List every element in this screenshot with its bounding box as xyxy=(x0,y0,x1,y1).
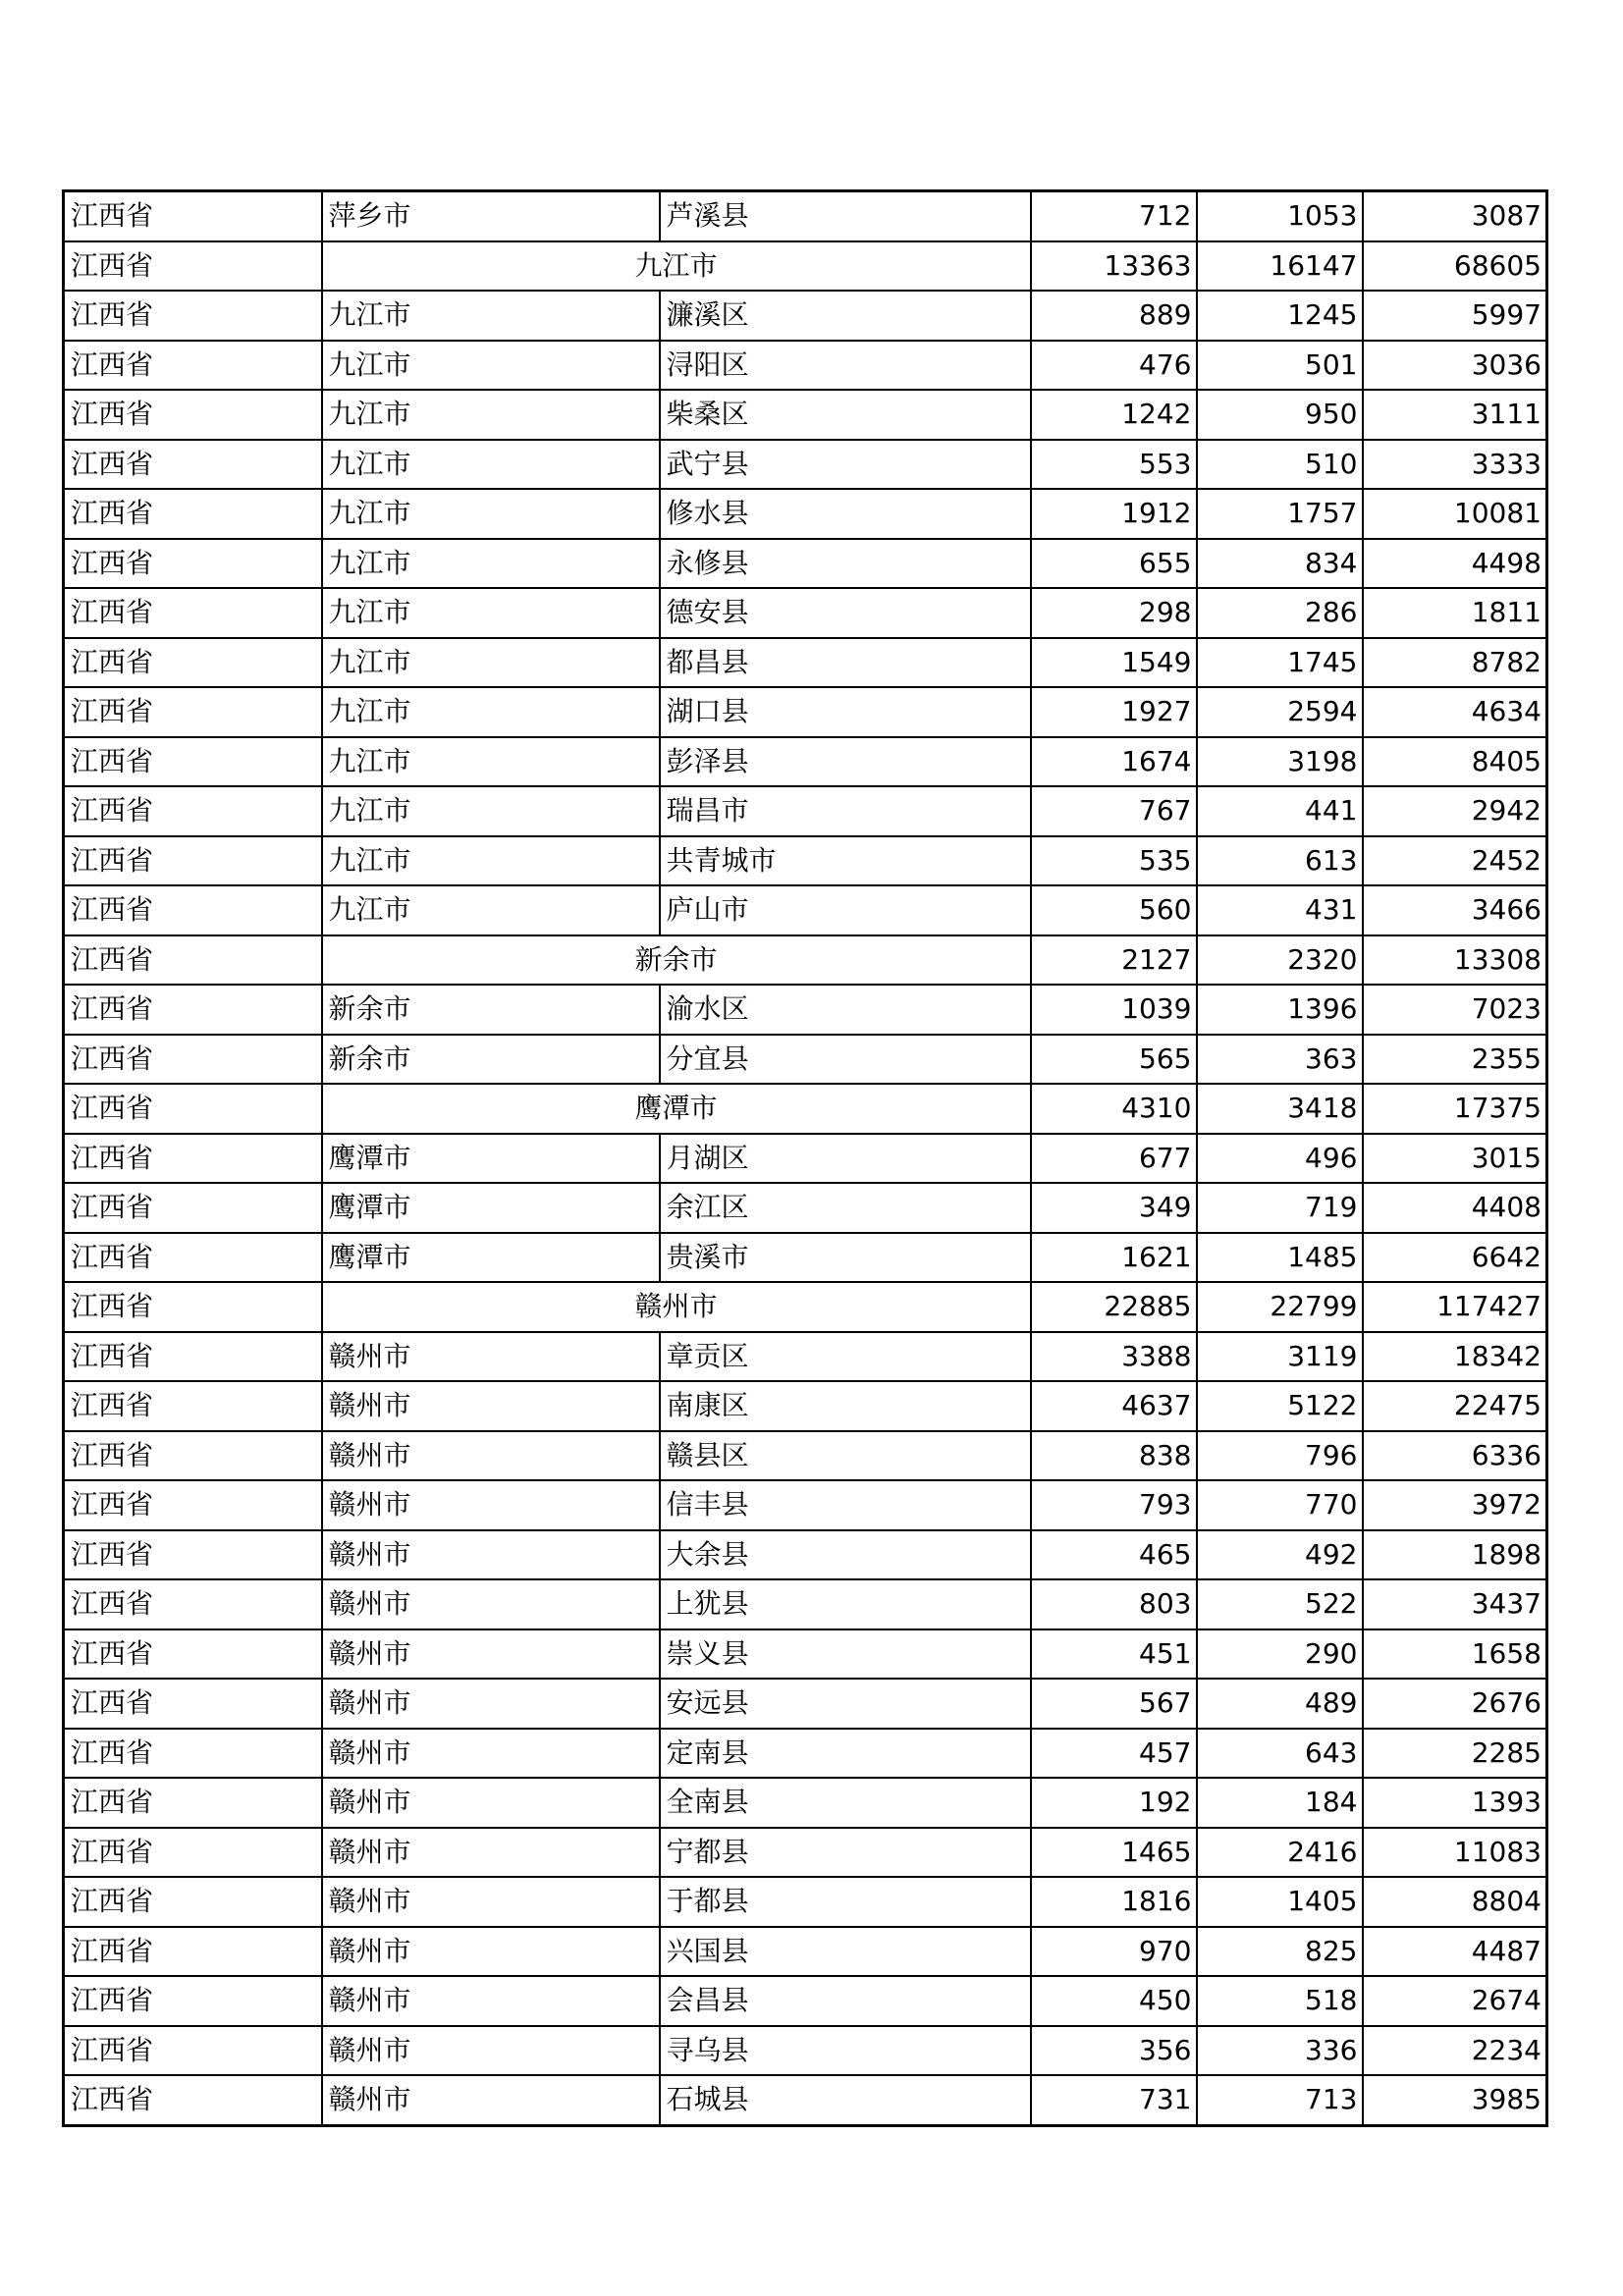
value-1-cell: 677 xyxy=(1031,1134,1197,1184)
value-2-cell: 2416 xyxy=(1197,1828,1363,1878)
city-cell: 九江市 xyxy=(322,588,660,638)
value-2-cell: 489 xyxy=(1197,1679,1363,1729)
city-cell: 赣州市 xyxy=(322,1530,660,1580)
value-1-cell: 4637 xyxy=(1031,1381,1197,1431)
table-row xyxy=(64,786,1547,836)
province-cell: 江西省 xyxy=(64,440,322,490)
value-1-cell: 1549 xyxy=(1031,638,1197,688)
value-1-cell: 712 xyxy=(1031,191,1197,241)
table-row xyxy=(64,1530,1547,1580)
city-cell: 新余市 xyxy=(322,985,660,1035)
table-row xyxy=(64,1729,1547,1779)
value-2-cell: 1405 xyxy=(1197,1877,1363,1927)
city-cell: 赣州市 xyxy=(322,2026,660,2076)
county-cell: 寻乌县 xyxy=(660,2026,1031,2076)
value-3-cell: 2942 xyxy=(1363,786,1547,836)
city-cell: 赣州市 xyxy=(322,2075,660,2125)
value-1-cell: 535 xyxy=(1031,836,1197,886)
value-3-cell: 1393 xyxy=(1363,1778,1547,1828)
value-2-cell: 510 xyxy=(1197,440,1363,490)
county-cell: 湖口县 xyxy=(660,687,1031,737)
value-2-cell: 336 xyxy=(1197,2026,1363,2076)
county-cell: 庐山市 xyxy=(660,885,1031,935)
table-row xyxy=(64,1035,1547,1085)
value-3-cell: 13308 xyxy=(1363,935,1547,986)
value-2-cell: 825 xyxy=(1197,1927,1363,1977)
province-cell: 江西省 xyxy=(64,885,322,935)
county-cell: 余江区 xyxy=(660,1183,1031,1233)
value-2-cell: 2594 xyxy=(1197,687,1363,737)
value-3-cell: 3985 xyxy=(1363,2075,1547,2125)
table-row xyxy=(64,687,1547,737)
value-2-cell: 496 xyxy=(1197,1134,1363,1184)
value-2-cell: 834 xyxy=(1197,539,1363,589)
value-2-cell: 290 xyxy=(1197,1629,1363,1680)
city-cell: 九江市 xyxy=(322,836,660,886)
county-cell: 浔阳区 xyxy=(660,341,1031,391)
value-1-cell: 767 xyxy=(1031,786,1197,836)
value-2-cell: 3198 xyxy=(1197,737,1363,787)
county-cell: 定南县 xyxy=(660,1729,1031,1779)
value-3-cell: 3466 xyxy=(1363,885,1547,935)
city-cell: 赣州市 xyxy=(322,1629,660,1680)
city-cell: 九江市 xyxy=(322,440,660,490)
value-1-cell: 1674 xyxy=(1031,737,1197,787)
city-subtotal-row xyxy=(64,1282,1547,1332)
value-1-cell: 457 xyxy=(1031,1729,1197,1779)
value-3-cell: 7023 xyxy=(1363,985,1547,1035)
value-1-cell: 731 xyxy=(1031,2075,1197,2125)
value-1-cell: 1242 xyxy=(1031,390,1197,440)
city-cell: 萍乡市 xyxy=(322,191,660,241)
table-row xyxy=(64,1927,1547,1977)
city-cell: 九江市 xyxy=(322,390,660,440)
table-row xyxy=(64,588,1547,638)
value-3-cell: 4408 xyxy=(1363,1183,1547,1233)
value-2-cell: 1485 xyxy=(1197,1233,1363,1283)
province-cell: 江西省 xyxy=(64,1629,322,1680)
value-3-cell: 2285 xyxy=(1363,1729,1547,1779)
province-cell: 江西省 xyxy=(64,539,322,589)
county-cell: 芦溪县 xyxy=(660,191,1031,241)
value-1-cell: 2127 xyxy=(1031,935,1197,986)
city-cell: 九江市 xyxy=(322,786,660,836)
city-cell: 九江市 xyxy=(322,687,660,737)
value-2-cell: 363 xyxy=(1197,1035,1363,1085)
value-1-cell: 349 xyxy=(1031,1183,1197,1233)
province-cell: 江西省 xyxy=(64,2075,322,2125)
value-1-cell: 838 xyxy=(1031,1431,1197,1481)
table-row xyxy=(64,1579,1547,1629)
value-1-cell: 13363 xyxy=(1031,241,1197,292)
province-cell: 江西省 xyxy=(64,1729,322,1779)
value-2-cell: 184 xyxy=(1197,1778,1363,1828)
value-2-cell: 501 xyxy=(1197,341,1363,391)
value-3-cell: 3036 xyxy=(1363,341,1547,391)
county-cell: 贵溪市 xyxy=(660,1233,1031,1283)
value-1-cell: 793 xyxy=(1031,1480,1197,1530)
county-cell: 瑞昌市 xyxy=(660,786,1031,836)
value-1-cell: 889 xyxy=(1031,291,1197,341)
county-cell: 月湖区 xyxy=(660,1134,1031,1184)
city-cell: 鹰潭市 xyxy=(322,1183,660,1233)
table-row xyxy=(64,1976,1547,2026)
table-row xyxy=(64,1134,1547,1184)
value-3-cell: 3972 xyxy=(1363,1480,1547,1530)
province-cell: 江西省 xyxy=(64,1332,322,1382)
value-2-cell: 770 xyxy=(1197,1480,1363,1530)
city-cell: 新余市 xyxy=(322,1035,660,1085)
county-cell: 柴桑区 xyxy=(660,390,1031,440)
value-3-cell: 4487 xyxy=(1363,1927,1547,1977)
province-cell: 江西省 xyxy=(64,985,322,1035)
value-3-cell: 17375 xyxy=(1363,1084,1547,1134)
province-cell: 江西省 xyxy=(64,1778,322,1828)
city-subtotal-row xyxy=(64,241,1547,292)
value-1-cell: 465 xyxy=(1031,1530,1197,1580)
value-1-cell: 3388 xyxy=(1031,1332,1197,1382)
value-3-cell: 5997 xyxy=(1363,291,1547,341)
value-3-cell: 2452 xyxy=(1363,836,1547,886)
city-cell: 赣州市 xyxy=(322,1927,660,1977)
value-1-cell: 565 xyxy=(1031,1035,1197,1085)
value-3-cell: 8804 xyxy=(1363,1877,1547,1927)
city-subtotal-row xyxy=(64,1084,1547,1134)
table-row xyxy=(64,1332,1547,1382)
value-2-cell: 796 xyxy=(1197,1431,1363,1481)
city-cell: 鹰潭市 xyxy=(322,1134,660,1184)
province-cell: 江西省 xyxy=(64,2026,322,2076)
province-cell: 江西省 xyxy=(64,786,322,836)
county-cell: 南康区 xyxy=(660,1381,1031,1431)
value-3-cell: 2674 xyxy=(1363,1976,1547,2026)
value-1-cell: 4310 xyxy=(1031,1084,1197,1134)
value-2-cell: 5122 xyxy=(1197,1381,1363,1431)
value-1-cell: 476 xyxy=(1031,341,1197,391)
city-subtotal-row xyxy=(64,935,1547,986)
value-1-cell: 970 xyxy=(1031,1927,1197,1977)
value-1-cell: 298 xyxy=(1031,588,1197,638)
value-1-cell: 192 xyxy=(1031,1778,1197,1828)
city-cell: 赣州市 xyxy=(322,1381,660,1431)
table-row xyxy=(64,985,1547,1035)
province-cell: 江西省 xyxy=(64,241,322,292)
value-2-cell: 613 xyxy=(1197,836,1363,886)
county-cell: 章贡区 xyxy=(660,1332,1031,1382)
value-3-cell: 8405 xyxy=(1363,737,1547,787)
value-3-cell: 68605 xyxy=(1363,241,1547,292)
table-row xyxy=(64,638,1547,688)
county-cell: 会昌县 xyxy=(660,1976,1031,2026)
value-1-cell: 553 xyxy=(1031,440,1197,490)
province-cell: 江西省 xyxy=(64,687,322,737)
province-cell: 江西省 xyxy=(64,737,322,787)
value-2-cell: 522 xyxy=(1197,1579,1363,1629)
province-cell: 江西省 xyxy=(64,1431,322,1481)
province-cell: 江西省 xyxy=(64,1035,322,1085)
province-cell: 江西省 xyxy=(64,390,322,440)
table-row xyxy=(64,1679,1547,1729)
city-cell: 九江市 xyxy=(322,291,660,341)
city-cell: 九江市 xyxy=(322,489,660,539)
county-cell: 安远县 xyxy=(660,1679,1031,1729)
value-1-cell: 655 xyxy=(1031,539,1197,589)
value-3-cell: 117427 xyxy=(1363,1282,1547,1332)
value-3-cell: 4498 xyxy=(1363,539,1547,589)
city-cell: 九江市 xyxy=(322,737,660,787)
city-cell: 赣州市 xyxy=(322,1828,660,1878)
table-row xyxy=(64,1381,1547,1431)
province-cell: 江西省 xyxy=(64,1877,322,1927)
county-cell: 德安县 xyxy=(660,588,1031,638)
table-row xyxy=(64,1431,1547,1481)
value-2-cell: 3418 xyxy=(1197,1084,1363,1134)
province-cell: 江西省 xyxy=(64,1183,322,1233)
province-cell: 江西省 xyxy=(64,1976,322,2026)
city-cell: 鹰潭市 xyxy=(322,1233,660,1283)
value-1-cell: 1621 xyxy=(1031,1233,1197,1283)
value-1-cell: 560 xyxy=(1031,885,1197,935)
table-row xyxy=(64,1778,1547,1828)
city-cell: 九江市 xyxy=(322,885,660,935)
table-row xyxy=(64,1480,1547,1530)
table-row xyxy=(64,1233,1547,1283)
county-cell: 都昌县 xyxy=(660,638,1031,688)
city-cell: 新余市 xyxy=(322,935,1031,986)
county-cell: 崇义县 xyxy=(660,1629,1031,1680)
value-2-cell: 1757 xyxy=(1197,489,1363,539)
table-row xyxy=(64,1828,1547,1878)
city-cell: 九江市 xyxy=(322,241,1031,292)
value-2-cell: 1245 xyxy=(1197,291,1363,341)
city-cell: 赣州市 xyxy=(322,1778,660,1828)
value-3-cell: 4634 xyxy=(1363,687,1547,737)
value-1-cell: 450 xyxy=(1031,1976,1197,2026)
value-2-cell: 2320 xyxy=(1197,935,1363,986)
city-cell: 赣州市 xyxy=(322,1579,660,1629)
table-row xyxy=(64,291,1547,341)
county-cell: 大余县 xyxy=(660,1530,1031,1580)
city-cell: 九江市 xyxy=(322,341,660,391)
value-3-cell: 3333 xyxy=(1363,440,1547,490)
province-cell: 江西省 xyxy=(64,1927,322,1977)
value-1-cell: 1912 xyxy=(1031,489,1197,539)
value-3-cell: 3111 xyxy=(1363,390,1547,440)
county-cell: 永修县 xyxy=(660,539,1031,589)
province-cell: 江西省 xyxy=(64,1530,322,1580)
county-cell: 赣县区 xyxy=(660,1431,1031,1481)
value-3-cell: 2676 xyxy=(1363,1679,1547,1729)
value-1-cell: 356 xyxy=(1031,2026,1197,2076)
province-cell: 江西省 xyxy=(64,588,322,638)
value-3-cell: 6642 xyxy=(1363,1233,1547,1283)
value-2-cell: 431 xyxy=(1197,885,1363,935)
table-row xyxy=(64,539,1547,589)
value-1-cell: 567 xyxy=(1031,1679,1197,1729)
table-row xyxy=(64,1183,1547,1233)
value-2-cell: 518 xyxy=(1197,1976,1363,2026)
value-2-cell: 492 xyxy=(1197,1530,1363,1580)
city-cell: 赣州市 xyxy=(322,1282,1031,1332)
table-row xyxy=(64,1629,1547,1680)
city-cell: 赣州市 xyxy=(322,1431,660,1481)
value-2-cell: 719 xyxy=(1197,1183,1363,1233)
value-2-cell: 16147 xyxy=(1197,241,1363,292)
value-3-cell: 1658 xyxy=(1363,1629,1547,1680)
value-3-cell: 3437 xyxy=(1363,1579,1547,1629)
value-3-cell: 18342 xyxy=(1363,1332,1547,1382)
province-cell: 江西省 xyxy=(64,1233,322,1283)
county-cell: 濂溪区 xyxy=(660,291,1031,341)
county-cell: 彭泽县 xyxy=(660,737,1031,787)
value-3-cell: 10081 xyxy=(1363,489,1547,539)
table-row xyxy=(64,1877,1547,1927)
value-3-cell: 1811 xyxy=(1363,588,1547,638)
county-cell: 分宜县 xyxy=(660,1035,1031,1085)
value-2-cell: 22799 xyxy=(1197,1282,1363,1332)
city-cell: 赣州市 xyxy=(322,1877,660,1927)
city-cell: 九江市 xyxy=(322,638,660,688)
data-table xyxy=(62,189,1548,2127)
province-cell: 江西省 xyxy=(64,291,322,341)
table-row xyxy=(64,191,1547,241)
value-3-cell: 1898 xyxy=(1363,1530,1547,1580)
province-cell: 江西省 xyxy=(64,1579,322,1629)
province-cell: 江西省 xyxy=(64,341,322,391)
county-cell: 于都县 xyxy=(660,1877,1031,1927)
value-1-cell: 22885 xyxy=(1031,1282,1197,1332)
province-cell: 江西省 xyxy=(64,1828,322,1878)
table-row xyxy=(64,341,1547,391)
province-cell: 江西省 xyxy=(64,1480,322,1530)
value-2-cell: 1396 xyxy=(1197,985,1363,1035)
province-cell: 江西省 xyxy=(64,1134,322,1184)
province-cell: 江西省 xyxy=(64,1084,322,1134)
province-cell: 江西省 xyxy=(64,836,322,886)
county-cell: 共青城市 xyxy=(660,836,1031,886)
value-3-cell: 22475 xyxy=(1363,1381,1547,1431)
value-1-cell: 1039 xyxy=(1031,985,1197,1035)
table-body xyxy=(64,191,1547,2126)
value-1-cell: 1465 xyxy=(1031,1828,1197,1878)
province-cell: 江西省 xyxy=(64,489,322,539)
county-cell: 兴国县 xyxy=(660,1927,1031,1977)
value-1-cell: 803 xyxy=(1031,1579,1197,1629)
city-cell: 赣州市 xyxy=(322,1729,660,1779)
county-cell: 修水县 xyxy=(660,489,1031,539)
table-row xyxy=(64,440,1547,490)
value-2-cell: 713 xyxy=(1197,2075,1363,2125)
value-3-cell: 11083 xyxy=(1363,1828,1547,1878)
table-row xyxy=(64,885,1547,935)
city-cell: 九江市 xyxy=(322,539,660,589)
province-cell: 江西省 xyxy=(64,1282,322,1332)
county-cell: 武宁县 xyxy=(660,440,1031,490)
value-3-cell: 2355 xyxy=(1363,1035,1547,1085)
city-cell: 赣州市 xyxy=(322,1480,660,1530)
county-cell: 全南县 xyxy=(660,1778,1031,1828)
province-cell: 江西省 xyxy=(64,1381,322,1431)
province-cell: 江西省 xyxy=(64,1679,322,1729)
value-1-cell: 1816 xyxy=(1031,1877,1197,1927)
county-cell: 渝水区 xyxy=(660,985,1031,1035)
province-cell: 江西省 xyxy=(64,191,322,241)
value-1-cell: 451 xyxy=(1031,1629,1197,1680)
table-row xyxy=(64,2075,1547,2125)
value-3-cell: 2234 xyxy=(1363,2026,1547,2076)
value-3-cell: 3087 xyxy=(1363,191,1547,241)
city-cell: 赣州市 xyxy=(322,1679,660,1729)
province-cell: 江西省 xyxy=(64,935,322,986)
county-cell: 上犹县 xyxy=(660,1579,1031,1629)
value-2-cell: 1053 xyxy=(1197,191,1363,241)
city-cell: 赣州市 xyxy=(322,1976,660,2026)
county-cell: 宁都县 xyxy=(660,1828,1031,1878)
value-2-cell: 643 xyxy=(1197,1729,1363,1779)
province-cell: 江西省 xyxy=(64,638,322,688)
city-cell: 赣州市 xyxy=(322,1332,660,1382)
table-row xyxy=(64,836,1547,886)
value-3-cell: 8782 xyxy=(1363,638,1547,688)
value-1-cell: 1927 xyxy=(1031,687,1197,737)
value-3-cell: 6336 xyxy=(1363,1431,1547,1481)
value-3-cell: 3015 xyxy=(1363,1134,1547,1184)
value-2-cell: 286 xyxy=(1197,588,1363,638)
value-2-cell: 1745 xyxy=(1197,638,1363,688)
value-2-cell: 441 xyxy=(1197,786,1363,836)
table-row xyxy=(64,2026,1547,2076)
county-cell: 石城县 xyxy=(660,2075,1031,2125)
value-2-cell: 3119 xyxy=(1197,1332,1363,1382)
table-row xyxy=(64,390,1547,440)
city-cell: 鹰潭市 xyxy=(322,1084,1031,1134)
value-2-cell: 950 xyxy=(1197,390,1363,440)
county-cell: 信丰县 xyxy=(660,1480,1031,1530)
table-row xyxy=(64,737,1547,787)
table-row xyxy=(64,489,1547,539)
